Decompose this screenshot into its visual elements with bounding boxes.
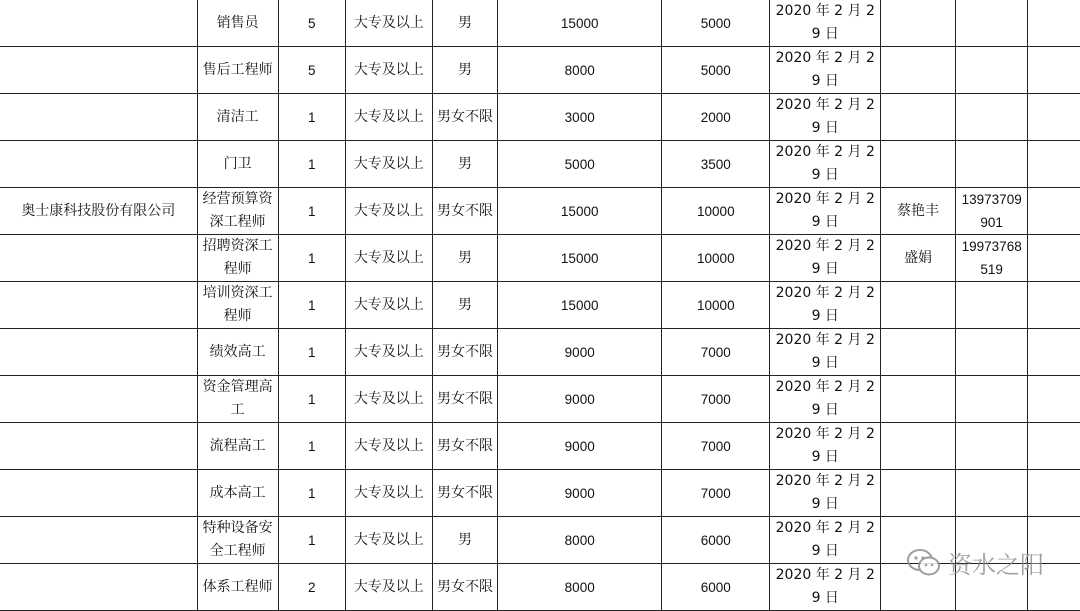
deadline-cell: 2020 年 2 月 29 日 [770, 235, 881, 282]
company-cell [0, 564, 197, 611]
salary-max-cell: 8000 [498, 517, 662, 564]
empty-cell [1028, 329, 1080, 376]
table-row [0, 423, 1080, 470]
deadline-cell: 2020 年 2 月 29 日 [770, 329, 881, 376]
contact-cell [881, 141, 956, 188]
gender-cell: 男女不限 [432, 376, 497, 423]
gender-cell: 男 [432, 47, 497, 94]
salary-min-cell: 5000 [662, 0, 770, 47]
salary-min-cell: 7000 [662, 376, 770, 423]
position-cell: 售后工程师 [197, 47, 278, 94]
position-cell: 招聘资深工程师 [197, 235, 278, 282]
deadline-cell: 2020 年 2 月 29 日 [770, 376, 881, 423]
headcount-cell: 5 [278, 47, 345, 94]
table-row [0, 235, 1080, 282]
salary-min-cell: 7000 [662, 423, 770, 470]
company-cell [0, 423, 197, 470]
salary-min-cell: 5000 [662, 47, 770, 94]
company-cell [0, 282, 197, 329]
wechat-icon [906, 548, 942, 578]
education-cell: 大专及以上 [345, 47, 432, 94]
deadline-cell: 2020 年 2 月 29 日 [770, 564, 881, 611]
headcount-cell: 1 [278, 235, 345, 282]
position-cell: 销售员 [197, 0, 278, 47]
education-cell: 大专及以上 [345, 470, 432, 517]
education-cell: 大专及以上 [345, 235, 432, 282]
gender-cell: 男女不限 [432, 94, 497, 141]
watermark [906, 545, 1044, 580]
gender-cell: 男女不限 [432, 423, 497, 470]
gender-cell: 男 [432, 517, 497, 564]
company-cell [0, 235, 197, 282]
empty-cell [1028, 47, 1080, 94]
table-row [0, 0, 1080, 47]
company-cell [0, 517, 197, 564]
salary-min-cell: 6000 [662, 517, 770, 564]
salary-min-cell: 6000 [662, 564, 770, 611]
company-cell [0, 0, 197, 47]
table-row [0, 282, 1080, 329]
phone-cell [956, 141, 1028, 188]
contact-cell: 盛娟 [881, 235, 956, 282]
gender-cell: 男女不限 [432, 329, 497, 376]
deadline-cell: 2020 年 2 月 29 日 [770, 423, 881, 470]
salary-min-cell: 7000 [662, 470, 770, 517]
gender-cell: 男女不限 [432, 188, 497, 235]
salary-min-cell: 10000 [662, 282, 770, 329]
phone-cell [956, 470, 1028, 517]
salary-min-cell: 7000 [662, 329, 770, 376]
deadline-cell: 2020 年 2 月 29 日 [770, 47, 881, 94]
gender-cell: 男 [432, 0, 497, 47]
education-cell: 大专及以上 [345, 141, 432, 188]
position-cell: 成本高工 [197, 470, 278, 517]
phone-cell [956, 0, 1028, 47]
headcount-cell: 2 [278, 564, 345, 611]
salary-min-cell: 3500 [662, 141, 770, 188]
contact-cell [881, 470, 956, 517]
phone-cell [956, 329, 1028, 376]
headcount-cell: 1 [278, 423, 345, 470]
contact-cell [881, 94, 956, 141]
education-cell: 大专及以上 [345, 423, 432, 470]
education-cell: 大专及以上 [345, 94, 432, 141]
position-cell: 培训资深工程师 [197, 282, 278, 329]
salary-max-cell: 3000 [498, 94, 662, 141]
phone-cell [956, 94, 1028, 141]
company-cell [0, 376, 197, 423]
empty-cell [1028, 94, 1080, 141]
deadline-cell: 2020 年 2 月 29 日 [770, 0, 881, 47]
company-cell: 奥士康科技股份有限公司 [0, 188, 197, 235]
headcount-cell: 1 [278, 517, 345, 564]
position-cell: 流程高工 [197, 423, 278, 470]
empty-cell [1028, 235, 1080, 282]
table-row [0, 470, 1080, 517]
position-cell: 特种设备安全工程师 [197, 517, 278, 564]
education-cell: 大专及以上 [345, 188, 432, 235]
position-cell: 体系工程师 [197, 564, 278, 611]
salary-max-cell: 15000 [498, 0, 662, 47]
gender-cell: 男 [432, 235, 497, 282]
empty-cell [1028, 376, 1080, 423]
company-cell [0, 470, 197, 517]
deadline-cell: 2020 年 2 月 29 日 [770, 94, 881, 141]
headcount-cell: 1 [278, 376, 345, 423]
salary-max-cell: 15000 [498, 235, 662, 282]
education-cell: 大专及以上 [345, 282, 432, 329]
phone-cell: 13973709901 [956, 188, 1028, 235]
table-row [0, 47, 1080, 94]
phone-cell [956, 376, 1028, 423]
salary-max-cell: 15000 [498, 188, 662, 235]
gender-cell: 男 [432, 141, 497, 188]
contact-cell [881, 376, 956, 423]
deadline-cell: 2020 年 2 月 29 日 [770, 188, 881, 235]
salary-min-cell: 2000 [662, 94, 770, 141]
company-cell [0, 329, 197, 376]
contact-cell: 蔡艳丰 [881, 188, 956, 235]
phone-cell [956, 282, 1028, 329]
company-cell [0, 141, 197, 188]
table-row [0, 94, 1080, 141]
education-cell: 大专及以上 [345, 564, 432, 611]
contact-cell [881, 423, 956, 470]
salary-min-cell: 10000 [662, 188, 770, 235]
salary-max-cell: 8000 [498, 47, 662, 94]
gender-cell: 男女不限 [432, 470, 497, 517]
position-cell: 经营预算资深工程师 [197, 188, 278, 235]
table-row [0, 141, 1080, 188]
salary-max-cell: 9000 [498, 376, 662, 423]
empty-cell [1028, 141, 1080, 188]
empty-cell [1028, 188, 1080, 235]
education-cell: 大专及以上 [345, 329, 432, 376]
empty-cell [1028, 423, 1080, 470]
education-cell: 大专及以上 [345, 0, 432, 47]
gender-cell: 男 [432, 282, 497, 329]
position-cell: 资金管理高工 [197, 376, 278, 423]
phone-cell: 19973768519 [956, 235, 1028, 282]
company-cell [0, 47, 197, 94]
empty-cell [1028, 470, 1080, 517]
headcount-cell: 1 [278, 188, 345, 235]
salary-min-cell: 10000 [662, 235, 770, 282]
headcount-cell: 1 [278, 470, 345, 517]
salary-max-cell: 15000 [498, 282, 662, 329]
position-cell: 门卫 [197, 141, 278, 188]
table-row [0, 376, 1080, 423]
contact-cell [881, 47, 956, 94]
contact-cell [881, 282, 956, 329]
table-row [0, 329, 1080, 376]
salary-max-cell: 9000 [498, 470, 662, 517]
headcount-cell: 1 [278, 282, 345, 329]
salary-max-cell: 9000 [498, 423, 662, 470]
education-cell: 大专及以上 [345, 517, 432, 564]
contact-cell [881, 0, 956, 47]
salary-max-cell: 5000 [498, 141, 662, 188]
headcount-cell: 1 [278, 94, 345, 141]
phone-cell [956, 423, 1028, 470]
headcount-cell: 1 [278, 329, 345, 376]
headcount-cell: 5 [278, 0, 345, 47]
deadline-cell: 2020 年 2 月 29 日 [770, 517, 881, 564]
deadline-cell: 2020 年 2 月 29 日 [770, 282, 881, 329]
watermark-text: 资水之阳 [948, 551, 1044, 579]
education-cell: 大专及以上 [345, 376, 432, 423]
empty-cell [1028, 0, 1080, 47]
salary-max-cell: 8000 [498, 564, 662, 611]
company-cell [0, 94, 197, 141]
contact-cell [881, 329, 956, 376]
headcount-cell: 1 [278, 141, 345, 188]
salary-max-cell: 9000 [498, 329, 662, 376]
gender-cell: 男女不限 [432, 564, 497, 611]
empty-cell [1028, 282, 1080, 329]
table-row [0, 188, 1080, 235]
position-cell: 清洁工 [197, 94, 278, 141]
deadline-cell: 2020 年 2 月 29 日 [770, 141, 881, 188]
position-cell: 绩效高工 [197, 329, 278, 376]
deadline-cell: 2020 年 2 月 29 日 [770, 470, 881, 517]
phone-cell [956, 47, 1028, 94]
